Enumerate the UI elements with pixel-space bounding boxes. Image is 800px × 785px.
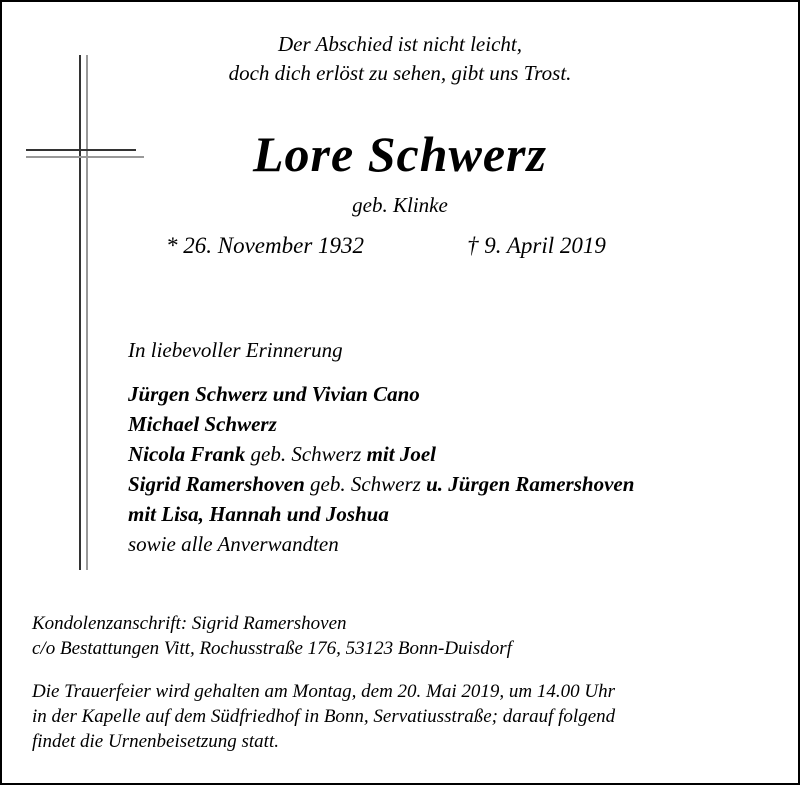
deceased-name: Lore Schwerz [253,126,547,182]
condolence-line-2: c/o Bestattungen Vitt, Rochusstraße 176, 53123 Bonn-Duisdorf [32,638,512,659]
family-list [128,379,634,559]
family-line-1: Jürgen Schwerz und Vivian Cano [128,382,420,406]
funeral-info [32,679,615,754]
birth-date: * 26. November 1932 [166,233,365,258]
family-line-5: mit Lisa, Hannah und Joshua [128,502,389,526]
poem-line-2: doch dich erlöst zu sehen, gibt uns Trost. [228,61,572,85]
poem-line-1: Der Abschied ist nicht leicht, [278,32,522,56]
memory-line: In liebevoller Erinnerung [128,338,343,362]
condolence-line-1: Kondolenzanschrift: Sigrid Ramershoven [32,613,347,634]
funeral-line-2: in der Kapelle auf dem Südfriedhof in Bonn, Servatiusstraße; darauf folgend [32,706,616,727]
family-line-3: Nicola Frank geb. Schwerz mit Joel [128,442,437,466]
death-date: † 9. April 2019 [467,233,606,258]
family-line-4: Sigrid Ramershoven geb. Schwerz u. Jürgen Ramershoven [128,472,635,496]
family-line-2: Michael Schwerz [128,412,277,436]
condolence-address [32,611,512,661]
family-line-6: sowie alle Anverwandten [128,532,339,556]
funeral-line-3: findet die Urnenbeisetzung statt. [32,731,279,752]
maiden-name: geb. Klinke [352,193,448,217]
funeral-line-1: Die Trauerfeier wird gehalten am Montag, dem 20. Mai 2019, um 14.00 Uhr [32,681,615,702]
poem [0,30,800,88]
